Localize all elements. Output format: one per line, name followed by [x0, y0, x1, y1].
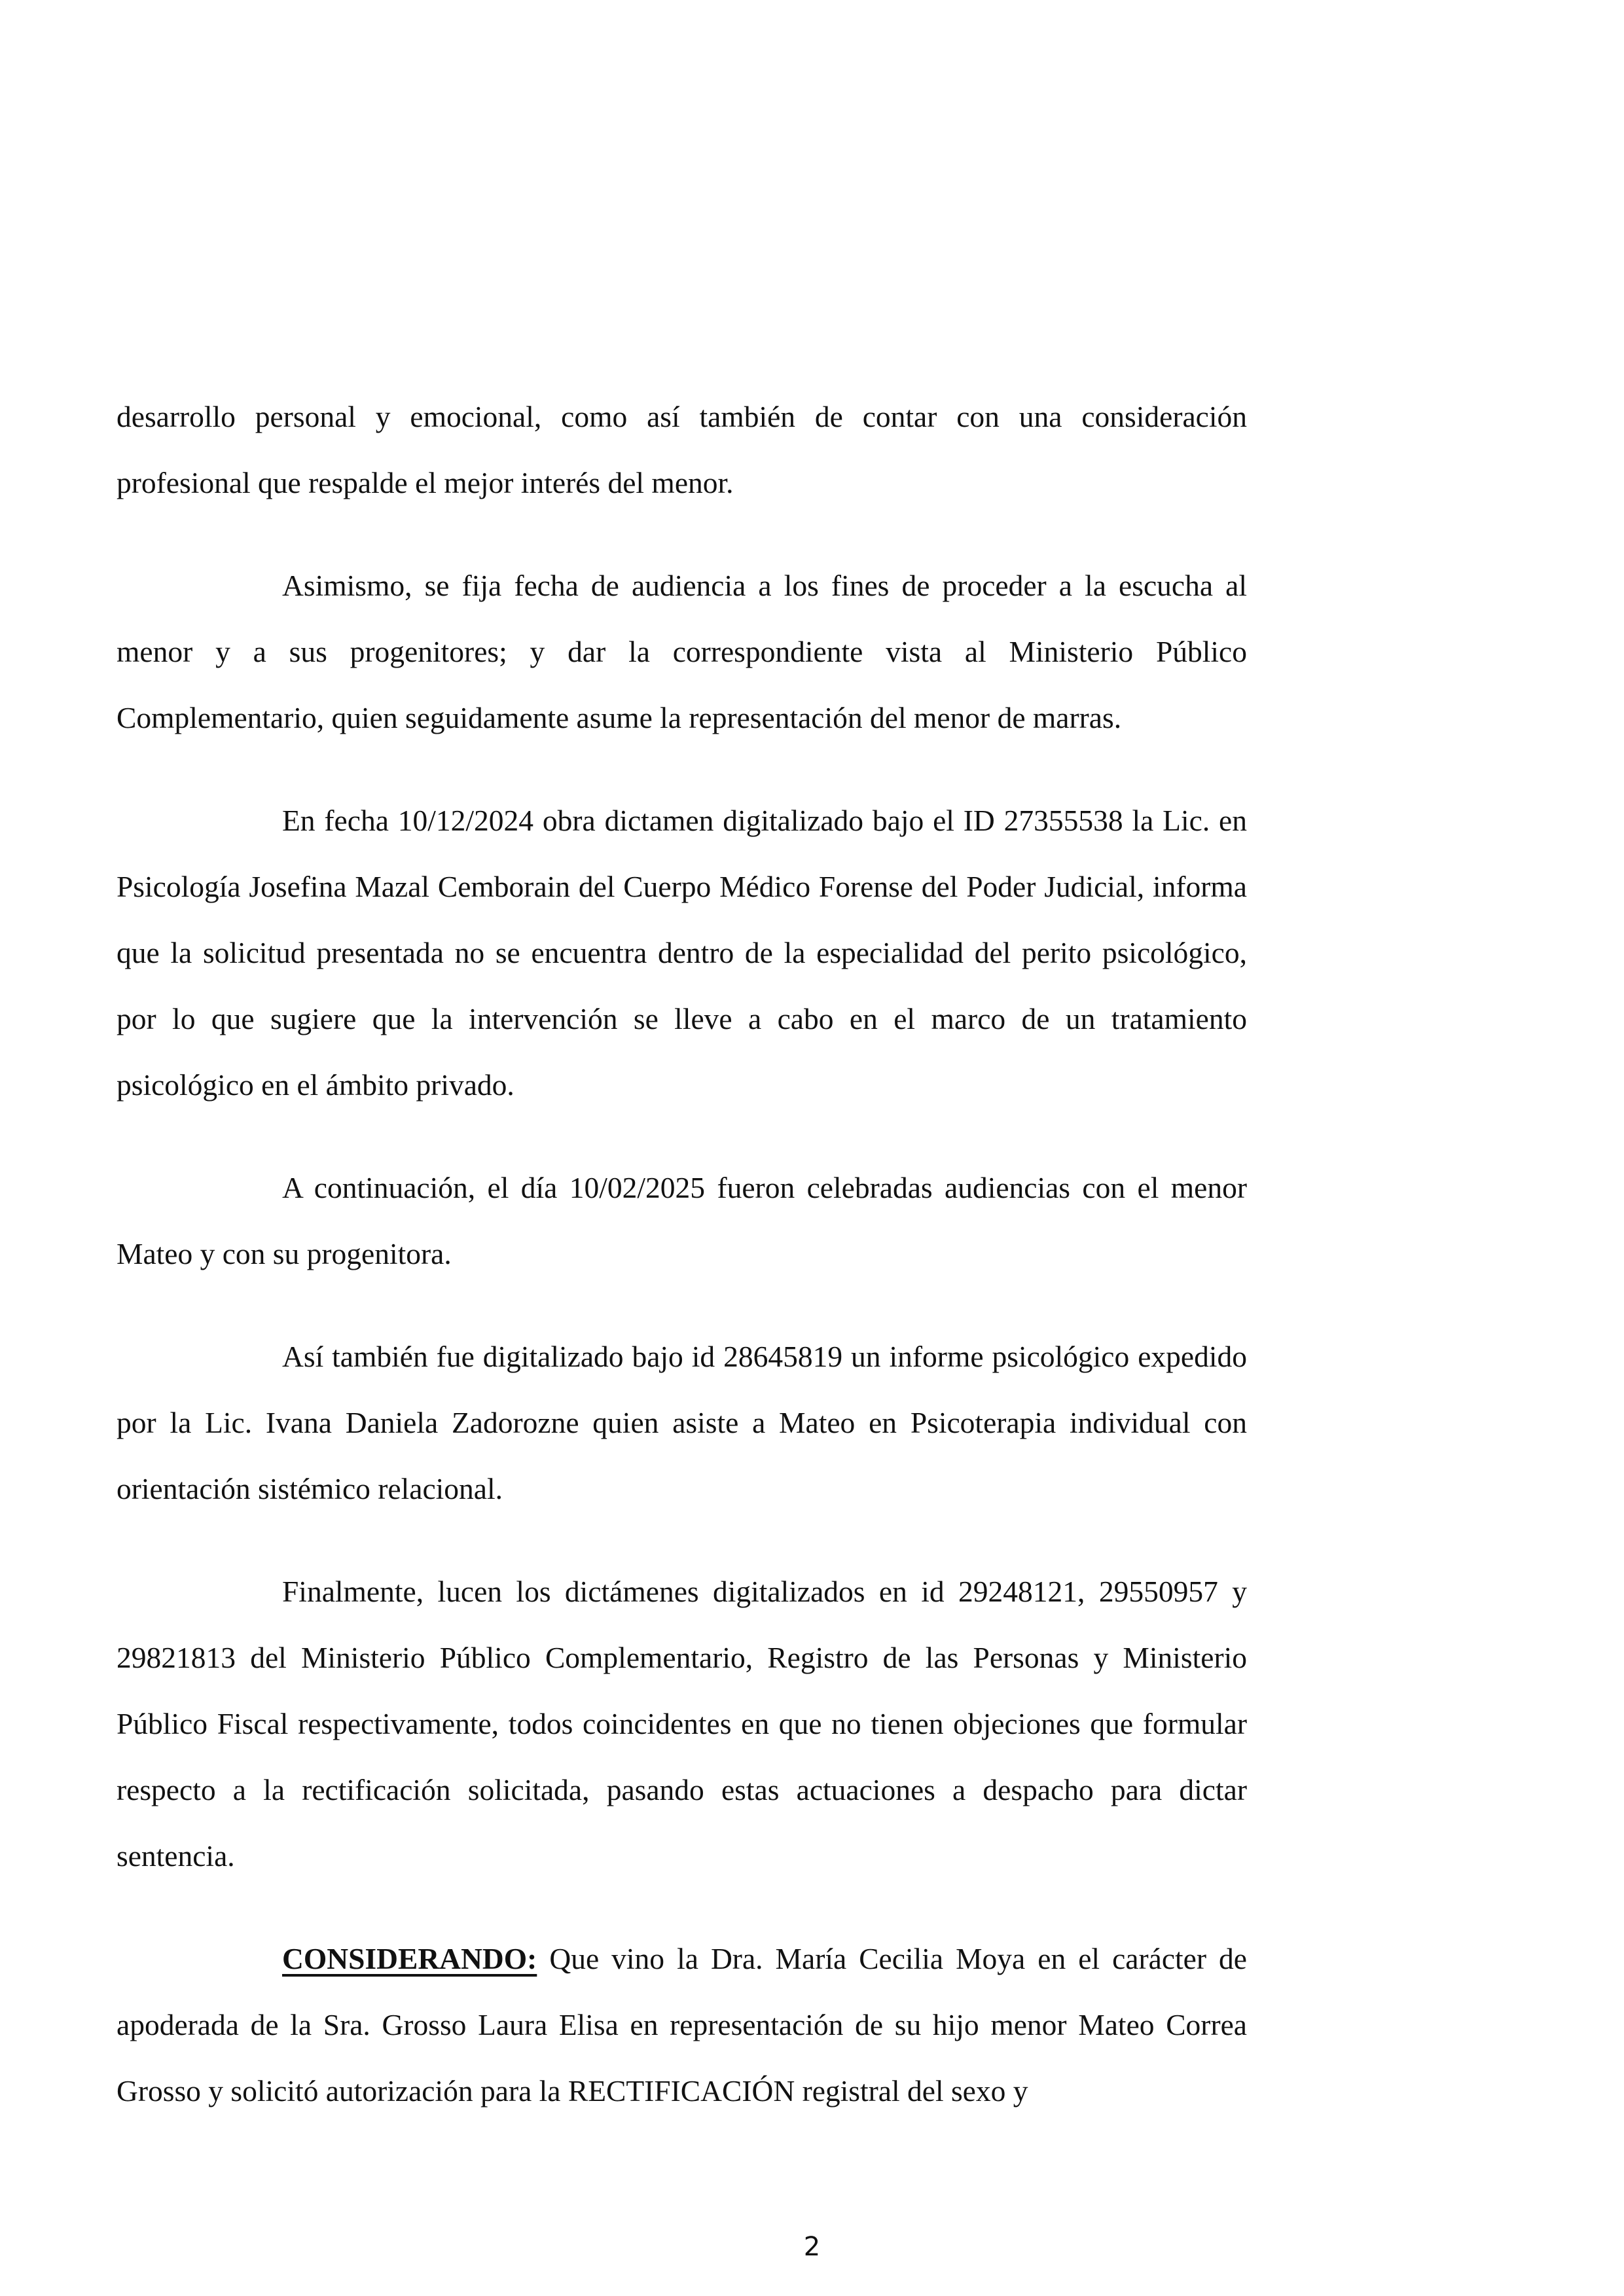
paragraph-psychological-report: Así también fue digitalizado bajo id 28645819 un informe psicológico expedido por la Lic. Ivana Daniela Zadorozne quien asiste a Mateo en Psicoterapia individual con orientación sistémico relacional. — [117, 1340, 1247, 1505]
paragraph-hearing-date: Asimismo, se fija fecha de audiencia a los fines de proceder a la escucha al menor y a sus progenitores; y dar la correspondiente vista al Ministerio Público Complementario, quien seguidamente asume la representación del menor de marras. — [117, 569, 1247, 734]
page-number: 2 — [803, 2232, 821, 2262]
paragraph-considerando — [117, 1926, 1247, 2124]
document-page-body — [117, 384, 1247, 2161]
paragraph-final-opinions: Finalmente, lucen los dictámenes digitalizados en id 29248121, 29550957 y 29821813 del Ministerio Público Complementario, Registro de las Personas y Ministerio Público Fiscal respectivamente, todos coincidentes en que no tienen objeciones que formular respecto a la rectificación solicitada, pasando estas actuaciones a despacho para dictar sentencia. — [117, 1575, 1247, 1873]
paragraph-forensic-opinion: En fecha 10/12/2024 obra dictamen digitalizado bajo el ID 27355538 la Lic. en Psicología Josefina Mazal Cemborain del Cuerpo Médico Forense del Poder Judicial, informa que la solicitud presentada no se encuentra dentro de la especialidad del perito psicológico, por lo que sugiere que la intervención se lleve a cabo en el marco de un tratamiento psicológico en el ámbito privado. — [117, 804, 1247, 1102]
paragraph-continuation: desarrollo personal y emocional, como así también de contar con una consideración profesional que respalde el mejor interés del menor. — [117, 400, 1247, 499]
paragraph-hearings-held: A continuación, el día 10/02/2025 fueron celebradas audiencias con el menor Mateo y con su progenitora. — [117, 1171, 1247, 1270]
considerando-text: Que vino la Dra. María Cecilia Moya en el carácter de apoderada de la Sra. Grosso Laura Elisa en representación de su hijo menor Mateo Correa Grosso y solicitó autorización para la RECTIFICACIÓN registral del sexo y — [117, 1942, 1247, 2108]
considerando-heading: CONSIDERANDO: — [282, 1942, 537, 1975]
